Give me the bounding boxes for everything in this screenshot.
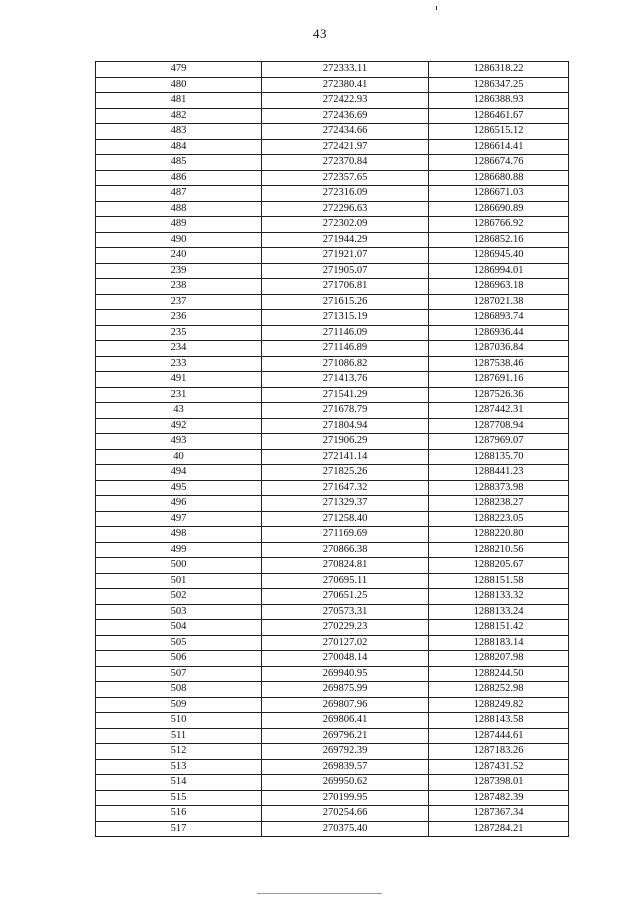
table-row bbox=[96, 139, 569, 155]
table-row bbox=[96, 310, 569, 326]
y-coordinate-cell: 1287183.26 bbox=[429, 744, 569, 760]
y-coordinate-cell: 1286945.40 bbox=[429, 248, 569, 264]
x-coordinate-cell: 272421.97 bbox=[262, 139, 429, 155]
x-coordinate-cell: 271329.37 bbox=[262, 496, 429, 512]
y-coordinate-cell: 1287538.46 bbox=[429, 356, 569, 372]
x-coordinate-cell: 271706.81 bbox=[262, 279, 429, 295]
table-row bbox=[96, 155, 569, 171]
x-coordinate-cell: 272333.11 bbox=[262, 62, 429, 78]
table-row bbox=[96, 62, 569, 78]
point-number-cell: 502 bbox=[96, 589, 262, 605]
y-coordinate-cell: 1288373.98 bbox=[429, 480, 569, 496]
y-coordinate-cell: 1288244.50 bbox=[429, 666, 569, 682]
x-coordinate-cell: 270824.81 bbox=[262, 558, 429, 574]
table-row bbox=[96, 356, 569, 372]
point-number-cell: 495 bbox=[96, 480, 262, 496]
table-row bbox=[96, 682, 569, 698]
y-coordinate-cell: 1288151.58 bbox=[429, 573, 569, 589]
y-coordinate-cell: 1286515.12 bbox=[429, 124, 569, 140]
table-row bbox=[96, 651, 569, 667]
point-number-cell: 486 bbox=[96, 170, 262, 186]
table-row bbox=[96, 387, 569, 403]
point-number-cell: 494 bbox=[96, 465, 262, 481]
coordinates-table bbox=[95, 61, 569, 837]
x-coordinate-cell: 271905.07 bbox=[262, 263, 429, 279]
point-number-cell: 485 bbox=[96, 155, 262, 171]
x-coordinate-cell: 271258.40 bbox=[262, 511, 429, 527]
point-number-cell: 483 bbox=[96, 124, 262, 140]
x-coordinate-cell: 272141.14 bbox=[262, 449, 429, 465]
x-coordinate-cell: 271541.29 bbox=[262, 387, 429, 403]
x-coordinate-cell: 270199.95 bbox=[262, 790, 429, 806]
x-coordinate-cell: 269875.99 bbox=[262, 682, 429, 698]
point-number-cell: 237 bbox=[96, 294, 262, 310]
table-row bbox=[96, 93, 569, 109]
y-coordinate-cell: 1286614.41 bbox=[429, 139, 569, 155]
table-row bbox=[96, 217, 569, 233]
table-row bbox=[96, 527, 569, 543]
point-number-cell: 482 bbox=[96, 108, 262, 124]
x-coordinate-cell: 271146.09 bbox=[262, 325, 429, 341]
y-coordinate-cell: 1288135.70 bbox=[429, 449, 569, 465]
point-number-cell: 510 bbox=[96, 713, 262, 729]
x-coordinate-cell: 269807.96 bbox=[262, 697, 429, 713]
x-coordinate-cell: 270375.40 bbox=[262, 821, 429, 837]
table-row bbox=[96, 325, 569, 341]
x-coordinate-cell: 271678.79 bbox=[262, 403, 429, 419]
y-coordinate-cell: 1287367.34 bbox=[429, 806, 569, 822]
point-number-cell: 515 bbox=[96, 790, 262, 806]
footer-rule bbox=[257, 893, 382, 894]
table-row bbox=[96, 77, 569, 93]
x-coordinate-cell: 272316.09 bbox=[262, 186, 429, 202]
x-coordinate-cell: 269950.62 bbox=[262, 775, 429, 791]
y-coordinate-cell: 1288238.27 bbox=[429, 496, 569, 512]
y-coordinate-cell: 1287398.01 bbox=[429, 775, 569, 791]
y-coordinate-cell: 1286766.92 bbox=[429, 217, 569, 233]
y-coordinate-cell: 1288205.67 bbox=[429, 558, 569, 574]
point-number-cell: 480 bbox=[96, 77, 262, 93]
table-row bbox=[96, 511, 569, 527]
point-number-cell: 240 bbox=[96, 248, 262, 264]
x-coordinate-cell: 272436.69 bbox=[262, 108, 429, 124]
table-row bbox=[96, 403, 569, 419]
y-coordinate-cell: 1288133.32 bbox=[429, 589, 569, 605]
table-row bbox=[96, 465, 569, 481]
y-coordinate-cell: 1286674.76 bbox=[429, 155, 569, 171]
x-coordinate-cell: 272296.63 bbox=[262, 201, 429, 217]
y-coordinate-cell: 1286994.01 bbox=[429, 263, 569, 279]
table-row bbox=[96, 589, 569, 605]
y-coordinate-cell: 1288210.56 bbox=[429, 542, 569, 558]
y-coordinate-cell: 1286680.88 bbox=[429, 170, 569, 186]
x-coordinate-cell: 270573.31 bbox=[262, 604, 429, 620]
point-number-cell: 233 bbox=[96, 356, 262, 372]
point-number-cell: 508 bbox=[96, 682, 262, 698]
y-coordinate-cell: 1288220.80 bbox=[429, 527, 569, 543]
x-coordinate-cell: 271413.76 bbox=[262, 372, 429, 388]
point-number-cell: 492 bbox=[96, 418, 262, 434]
y-coordinate-cell: 1287526.36 bbox=[429, 387, 569, 403]
point-number-cell: 43 bbox=[96, 403, 262, 419]
table-row bbox=[96, 713, 569, 729]
y-coordinate-cell: 1287444.61 bbox=[429, 728, 569, 744]
x-coordinate-cell: 271647.32 bbox=[262, 480, 429, 496]
x-coordinate-cell: 271086.82 bbox=[262, 356, 429, 372]
point-number-cell: 235 bbox=[96, 325, 262, 341]
y-coordinate-cell: 1287969.07 bbox=[429, 434, 569, 450]
point-number-cell: 513 bbox=[96, 759, 262, 775]
x-coordinate-cell: 269796.21 bbox=[262, 728, 429, 744]
y-coordinate-cell: 1288441.23 bbox=[429, 465, 569, 481]
table-row bbox=[96, 108, 569, 124]
table-row bbox=[96, 294, 569, 310]
table-row bbox=[96, 496, 569, 512]
table-row bbox=[96, 775, 569, 791]
table-row bbox=[96, 666, 569, 682]
x-coordinate-cell: 272370.84 bbox=[262, 155, 429, 171]
y-coordinate-cell: 1288143.58 bbox=[429, 713, 569, 729]
x-coordinate-cell: 272422.93 bbox=[262, 93, 429, 109]
y-coordinate-cell: 1286690.89 bbox=[429, 201, 569, 217]
table-row bbox=[96, 279, 569, 295]
table-row bbox=[96, 620, 569, 636]
x-coordinate-cell: 271921.07 bbox=[262, 248, 429, 264]
point-number-cell: 511 bbox=[96, 728, 262, 744]
point-number-cell: 493 bbox=[96, 434, 262, 450]
x-coordinate-cell: 270229.23 bbox=[262, 620, 429, 636]
point-number-cell: 500 bbox=[96, 558, 262, 574]
point-number-cell: 488 bbox=[96, 201, 262, 217]
y-coordinate-cell: 1288223.05 bbox=[429, 511, 569, 527]
x-coordinate-cell: 271804.94 bbox=[262, 418, 429, 434]
x-coordinate-cell: 269940.95 bbox=[262, 666, 429, 682]
x-coordinate-cell: 269806.41 bbox=[262, 713, 429, 729]
x-coordinate-cell: 271146.89 bbox=[262, 341, 429, 357]
table-row bbox=[96, 186, 569, 202]
table-row bbox=[96, 697, 569, 713]
point-number-cell: 491 bbox=[96, 372, 262, 388]
y-coordinate-cell: 1288252.98 bbox=[429, 682, 569, 698]
x-coordinate-cell: 271169.69 bbox=[262, 527, 429, 543]
point-number-cell: 487 bbox=[96, 186, 262, 202]
y-coordinate-cell: 1287284.21 bbox=[429, 821, 569, 837]
point-number-cell: 517 bbox=[96, 821, 262, 837]
coordinates-table-body bbox=[96, 62, 569, 837]
y-coordinate-cell: 1287036.84 bbox=[429, 341, 569, 357]
x-coordinate-cell: 272302.09 bbox=[262, 217, 429, 233]
point-number-cell: 506 bbox=[96, 651, 262, 667]
point-number-cell: 484 bbox=[96, 139, 262, 155]
y-coordinate-cell: 1288207.98 bbox=[429, 651, 569, 667]
y-coordinate-cell: 1287691.16 bbox=[429, 372, 569, 388]
table-row bbox=[96, 418, 569, 434]
x-coordinate-cell: 270695.11 bbox=[262, 573, 429, 589]
y-coordinate-cell: 1288249.82 bbox=[429, 697, 569, 713]
y-coordinate-cell: 1288183.14 bbox=[429, 635, 569, 651]
point-number-cell: 479 bbox=[96, 62, 262, 78]
point-number-cell: 481 bbox=[96, 93, 262, 109]
y-coordinate-cell: 1286671.03 bbox=[429, 186, 569, 202]
y-coordinate-cell: 1287442.31 bbox=[429, 403, 569, 419]
point-number-cell: 507 bbox=[96, 666, 262, 682]
table-row bbox=[96, 201, 569, 217]
x-coordinate-cell: 271315.19 bbox=[262, 310, 429, 326]
point-number-cell: 505 bbox=[96, 635, 262, 651]
point-number-cell: 498 bbox=[96, 527, 262, 543]
table-row bbox=[96, 635, 569, 651]
table-row bbox=[96, 728, 569, 744]
point-number-cell: 516 bbox=[96, 806, 262, 822]
table-row bbox=[96, 248, 569, 264]
y-coordinate-cell: 1286852.16 bbox=[429, 232, 569, 248]
y-coordinate-cell: 1287021.38 bbox=[429, 294, 569, 310]
point-number-cell: 512 bbox=[96, 744, 262, 760]
point-number-cell: 490 bbox=[96, 232, 262, 248]
table-row bbox=[96, 449, 569, 465]
y-coordinate-cell: 1288151.42 bbox=[429, 620, 569, 636]
x-coordinate-cell: 271944.29 bbox=[262, 232, 429, 248]
point-number-cell: 236 bbox=[96, 310, 262, 326]
point-number-cell: 496 bbox=[96, 496, 262, 512]
page-number: 43 bbox=[313, 26, 327, 41]
point-number-cell: 40 bbox=[96, 449, 262, 465]
table-row bbox=[96, 558, 569, 574]
x-coordinate-cell: 272434.66 bbox=[262, 124, 429, 140]
point-number-cell: 504 bbox=[96, 620, 262, 636]
y-coordinate-cell: 1286318.22 bbox=[429, 62, 569, 78]
table-row bbox=[96, 232, 569, 248]
y-coordinate-cell: 1286963.18 bbox=[429, 279, 569, 295]
scan-mark bbox=[436, 6, 437, 10]
y-coordinate-cell: 1286936.44 bbox=[429, 325, 569, 341]
x-coordinate-cell: 271615.26 bbox=[262, 294, 429, 310]
table-row bbox=[96, 341, 569, 357]
table-row bbox=[96, 170, 569, 186]
x-coordinate-cell: 270254.66 bbox=[262, 806, 429, 822]
x-coordinate-cell: 272380.41 bbox=[262, 77, 429, 93]
x-coordinate-cell: 271906.29 bbox=[262, 434, 429, 450]
point-number-cell: 234 bbox=[96, 341, 262, 357]
x-coordinate-cell: 270048.14 bbox=[262, 651, 429, 667]
x-coordinate-cell: 269839.57 bbox=[262, 759, 429, 775]
x-coordinate-cell: 270866.38 bbox=[262, 542, 429, 558]
table-row bbox=[96, 124, 569, 140]
x-coordinate-cell: 272357.65 bbox=[262, 170, 429, 186]
y-coordinate-cell: 1288133.24 bbox=[429, 604, 569, 620]
table-row bbox=[96, 604, 569, 620]
point-number-cell: 239 bbox=[96, 263, 262, 279]
point-number-cell: 231 bbox=[96, 387, 262, 403]
table-row bbox=[96, 821, 569, 837]
table-row bbox=[96, 480, 569, 496]
point-number-cell: 238 bbox=[96, 279, 262, 295]
table-row bbox=[96, 372, 569, 388]
point-number-cell: 514 bbox=[96, 775, 262, 791]
y-coordinate-cell: 1286388.93 bbox=[429, 93, 569, 109]
x-coordinate-cell: 270651.25 bbox=[262, 589, 429, 605]
table-row bbox=[96, 806, 569, 822]
y-coordinate-cell: 1286347.25 bbox=[429, 77, 569, 93]
x-coordinate-cell: 270127.02 bbox=[262, 635, 429, 651]
table-row bbox=[96, 263, 569, 279]
table-row bbox=[96, 573, 569, 589]
point-number-cell: 489 bbox=[96, 217, 262, 233]
point-number-cell: 501 bbox=[96, 573, 262, 589]
table-row bbox=[96, 759, 569, 775]
x-coordinate-cell: 269792.39 bbox=[262, 744, 429, 760]
x-coordinate-cell: 271825.26 bbox=[262, 465, 429, 481]
point-number-cell: 499 bbox=[96, 542, 262, 558]
table-row bbox=[96, 542, 569, 558]
point-number-cell: 497 bbox=[96, 511, 262, 527]
y-coordinate-cell: 1286461.67 bbox=[429, 108, 569, 124]
point-number-cell: 509 bbox=[96, 697, 262, 713]
table-row bbox=[96, 790, 569, 806]
table-row bbox=[96, 744, 569, 760]
y-coordinate-cell: 1287482.39 bbox=[429, 790, 569, 806]
y-coordinate-cell: 1287431.52 bbox=[429, 759, 569, 775]
point-number-cell: 503 bbox=[96, 604, 262, 620]
table-row bbox=[96, 434, 569, 450]
y-coordinate-cell: 1287708.94 bbox=[429, 418, 569, 434]
y-coordinate-cell: 1286893.74 bbox=[429, 310, 569, 326]
